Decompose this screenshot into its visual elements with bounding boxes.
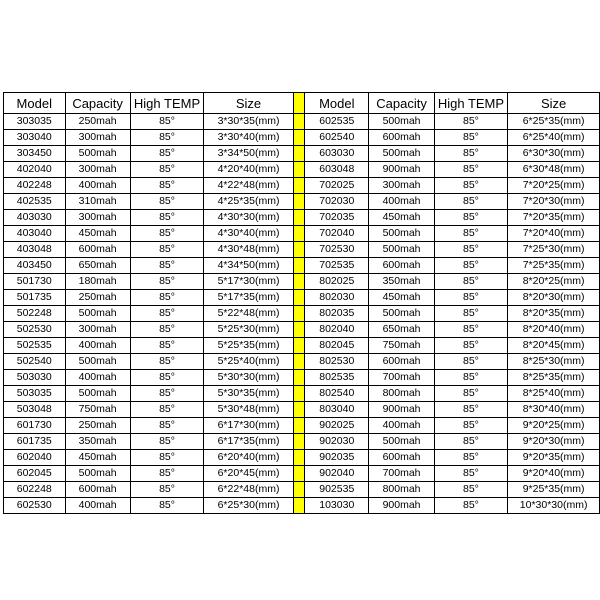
table-row bbox=[4, 226, 600, 242]
cell-model: 702025 bbox=[305, 178, 369, 194]
table-row bbox=[4, 418, 600, 434]
cell-size: 6*20*40(mm) bbox=[204, 450, 293, 466]
cell-high-temp: 85° bbox=[130, 434, 204, 450]
cell-size: 3*34*50(mm) bbox=[204, 146, 293, 162]
cell-high-temp: 85° bbox=[130, 402, 204, 418]
cell-high-temp: 85° bbox=[130, 386, 204, 402]
cell-model: 702535 bbox=[305, 258, 369, 274]
cell-size: 7*20*30(mm) bbox=[508, 194, 600, 210]
table-row bbox=[4, 242, 600, 258]
table-row bbox=[4, 274, 600, 290]
cell-high-temp: 85° bbox=[434, 162, 508, 178]
cell-model: 603030 bbox=[305, 146, 369, 162]
cell-size: 7*20*25(mm) bbox=[508, 178, 600, 194]
cell-model: 902025 bbox=[305, 418, 369, 434]
cell-model: 602045 bbox=[4, 466, 66, 482]
cell-capacity: 600mah bbox=[369, 258, 434, 274]
yellow-divider bbox=[293, 242, 304, 258]
yellow-divider bbox=[293, 258, 304, 274]
cell-model: 902035 bbox=[305, 450, 369, 466]
table-row bbox=[4, 466, 600, 482]
cell-size: 4*30*48(mm) bbox=[204, 242, 293, 258]
cell-capacity: 180mah bbox=[65, 274, 130, 290]
cell-size: 4*25*35(mm) bbox=[204, 194, 293, 210]
cell-size: 6*30*30(mm) bbox=[508, 146, 600, 162]
cell-size: 5*17*30(mm) bbox=[204, 274, 293, 290]
cell-high-temp: 85° bbox=[434, 402, 508, 418]
table-row bbox=[4, 114, 600, 130]
cell-model: 702035 bbox=[305, 210, 369, 226]
cell-size: 6*17*35(mm) bbox=[204, 434, 293, 450]
cell-model: 702030 bbox=[305, 194, 369, 210]
cell-model: 803040 bbox=[305, 402, 369, 418]
cell-capacity: 500mah bbox=[369, 306, 434, 322]
yellow-divider bbox=[293, 226, 304, 242]
cell-capacity: 500mah bbox=[369, 434, 434, 450]
cell-size: 5*30*30(mm) bbox=[204, 370, 293, 386]
yellow-divider bbox=[293, 386, 304, 402]
yellow-divider bbox=[293, 466, 304, 482]
cell-model: 602535 bbox=[305, 114, 369, 130]
header-size: Size bbox=[204, 93, 293, 114]
cell-model: 602248 bbox=[4, 482, 66, 498]
cell-model: 503030 bbox=[4, 370, 66, 386]
cell-high-temp: 85° bbox=[130, 418, 204, 434]
cell-capacity: 400mah bbox=[65, 370, 130, 386]
cell-high-temp: 85° bbox=[434, 450, 508, 466]
cell-capacity: 300mah bbox=[65, 130, 130, 146]
cell-model: 802045 bbox=[305, 338, 369, 354]
yellow-divider bbox=[293, 178, 304, 194]
cell-size: 6*25*30(mm) bbox=[204, 498, 293, 514]
cell-size: 9*20*25(mm) bbox=[508, 418, 600, 434]
cell-capacity: 700mah bbox=[369, 466, 434, 482]
cell-model: 802540 bbox=[305, 386, 369, 402]
cell-high-temp: 85° bbox=[434, 146, 508, 162]
cell-high-temp: 85° bbox=[130, 274, 204, 290]
table-row bbox=[4, 322, 600, 338]
cell-model: 802530 bbox=[305, 354, 369, 370]
cell-size: 8*25*35(mm) bbox=[508, 370, 600, 386]
cell-size: 4*30*30(mm) bbox=[204, 210, 293, 226]
header-model: Model bbox=[305, 93, 369, 114]
cell-capacity: 250mah bbox=[65, 290, 130, 306]
cell-size: 6*25*35(mm) bbox=[508, 114, 600, 130]
cell-size: 8*30*40(mm) bbox=[508, 402, 600, 418]
cell-capacity: 450mah bbox=[65, 226, 130, 242]
cell-size: 7*20*35(mm) bbox=[508, 210, 600, 226]
cell-size: 8*25*30(mm) bbox=[508, 354, 600, 370]
table-row bbox=[4, 130, 600, 146]
yellow-divider bbox=[293, 498, 304, 514]
cell-capacity: 500mah bbox=[65, 306, 130, 322]
table-row bbox=[4, 498, 600, 514]
cell-size: 7*25*30(mm) bbox=[508, 242, 600, 258]
cell-high-temp: 85° bbox=[130, 290, 204, 306]
header-model: Model bbox=[4, 93, 66, 114]
cell-capacity: 400mah bbox=[369, 418, 434, 434]
table-row bbox=[4, 290, 600, 306]
cell-size: 4*22*48(mm) bbox=[204, 178, 293, 194]
cell-capacity: 750mah bbox=[65, 402, 130, 418]
cell-size: 3*30*40(mm) bbox=[204, 130, 293, 146]
cell-size: 5*30*35(mm) bbox=[204, 386, 293, 402]
cell-size: 4*30*40(mm) bbox=[204, 226, 293, 242]
cell-capacity: 800mah bbox=[369, 482, 434, 498]
cell-size: 5*30*48(mm) bbox=[204, 402, 293, 418]
cell-capacity: 900mah bbox=[369, 162, 434, 178]
cell-high-temp: 85° bbox=[434, 226, 508, 242]
yellow-divider bbox=[293, 322, 304, 338]
cell-high-temp: 85° bbox=[130, 322, 204, 338]
cell-model: 502248 bbox=[4, 306, 66, 322]
cell-model: 601735 bbox=[4, 434, 66, 450]
cell-high-temp: 85° bbox=[434, 354, 508, 370]
cell-size: 5*25*30(mm) bbox=[204, 322, 293, 338]
header-size: Size bbox=[508, 93, 600, 114]
cell-capacity: 500mah bbox=[65, 146, 130, 162]
table-row bbox=[4, 386, 600, 402]
yellow-divider bbox=[293, 482, 304, 498]
cell-size: 9*20*30(mm) bbox=[508, 434, 600, 450]
cell-size: 9*25*35(mm) bbox=[508, 482, 600, 498]
cell-high-temp: 85° bbox=[434, 498, 508, 514]
cell-size: 8*20*40(mm) bbox=[508, 322, 600, 338]
header-capacity: Capacity bbox=[369, 93, 434, 114]
cell-capacity: 500mah bbox=[65, 466, 130, 482]
cell-high-temp: 85° bbox=[434, 290, 508, 306]
cell-high-temp: 85° bbox=[434, 386, 508, 402]
table-row bbox=[4, 402, 600, 418]
yellow-divider bbox=[293, 418, 304, 434]
cell-capacity: 600mah bbox=[369, 130, 434, 146]
cell-model: 802025 bbox=[305, 274, 369, 290]
cell-model: 503035 bbox=[4, 386, 66, 402]
yellow-divider bbox=[293, 274, 304, 290]
table-row bbox=[4, 210, 600, 226]
cell-capacity: 350mah bbox=[65, 434, 130, 450]
cell-capacity: 600mah bbox=[65, 482, 130, 498]
cell-model: 503048 bbox=[4, 402, 66, 418]
cell-capacity: 400mah bbox=[369, 194, 434, 210]
cell-capacity: 900mah bbox=[369, 402, 434, 418]
cell-capacity: 500mah bbox=[65, 354, 130, 370]
table-row bbox=[4, 434, 600, 450]
yellow-divider bbox=[293, 162, 304, 178]
cell-high-temp: 85° bbox=[434, 418, 508, 434]
yellow-divider bbox=[293, 434, 304, 450]
cell-size: 8*20*35(mm) bbox=[508, 306, 600, 322]
cell-high-temp: 85° bbox=[130, 130, 204, 146]
cell-capacity: 300mah bbox=[65, 162, 130, 178]
cell-high-temp: 85° bbox=[130, 258, 204, 274]
cell-high-temp: 85° bbox=[130, 370, 204, 386]
cell-size: 4*20*40(mm) bbox=[204, 162, 293, 178]
cell-high-temp: 85° bbox=[130, 482, 204, 498]
cell-high-temp: 85° bbox=[130, 146, 204, 162]
cell-high-temp: 85° bbox=[130, 450, 204, 466]
cell-capacity: 500mah bbox=[369, 146, 434, 162]
cell-capacity: 450mah bbox=[369, 290, 434, 306]
cell-capacity: 500mah bbox=[369, 226, 434, 242]
table-row bbox=[4, 178, 600, 194]
cell-size: 6*17*30(mm) bbox=[204, 418, 293, 434]
cell-capacity: 650mah bbox=[65, 258, 130, 274]
yellow-divider bbox=[293, 130, 304, 146]
cell-model: 603048 bbox=[305, 162, 369, 178]
table-row bbox=[4, 306, 600, 322]
cell-size: 6*22*48(mm) bbox=[204, 482, 293, 498]
table-row bbox=[4, 258, 600, 274]
cell-capacity: 300mah bbox=[65, 210, 130, 226]
yellow-divider bbox=[293, 450, 304, 466]
yellow-divider bbox=[293, 290, 304, 306]
cell-capacity: 600mah bbox=[65, 242, 130, 258]
cell-size: 5*17*35(mm) bbox=[204, 290, 293, 306]
cell-high-temp: 85° bbox=[130, 226, 204, 242]
cell-capacity: 350mah bbox=[369, 274, 434, 290]
cell-model: 502530 bbox=[4, 322, 66, 338]
cell-model: 103030 bbox=[305, 498, 369, 514]
cell-capacity: 450mah bbox=[369, 210, 434, 226]
cell-capacity: 300mah bbox=[65, 322, 130, 338]
cell-size: 5*25*35(mm) bbox=[204, 338, 293, 354]
cell-high-temp: 85° bbox=[434, 178, 508, 194]
cell-capacity: 500mah bbox=[369, 114, 434, 130]
cell-capacity: 250mah bbox=[65, 418, 130, 434]
cell-model: 403450 bbox=[4, 258, 66, 274]
table-row bbox=[4, 482, 600, 498]
table-row bbox=[4, 146, 600, 162]
battery-spec-table bbox=[3, 92, 600, 514]
cell-model: 501730 bbox=[4, 274, 66, 290]
cell-model: 502535 bbox=[4, 338, 66, 354]
cell-size: 7*20*40(mm) bbox=[508, 226, 600, 242]
header-row bbox=[4, 93, 600, 114]
cell-high-temp: 85° bbox=[130, 306, 204, 322]
header-high-temp: High TEMP bbox=[130, 93, 204, 114]
cell-model: 402248 bbox=[4, 178, 66, 194]
cell-high-temp: 85° bbox=[130, 194, 204, 210]
cell-high-temp: 85° bbox=[130, 178, 204, 194]
cell-capacity: 500mah bbox=[65, 386, 130, 402]
yellow-divider bbox=[293, 114, 304, 130]
cell-capacity: 600mah bbox=[369, 354, 434, 370]
cell-model: 403040 bbox=[4, 226, 66, 242]
cell-capacity: 400mah bbox=[65, 498, 130, 514]
cell-high-temp: 85° bbox=[434, 258, 508, 274]
cell-capacity: 800mah bbox=[369, 386, 434, 402]
cell-high-temp: 85° bbox=[434, 466, 508, 482]
cell-high-temp: 85° bbox=[434, 482, 508, 498]
cell-high-temp: 85° bbox=[434, 242, 508, 258]
cell-model: 602540 bbox=[305, 130, 369, 146]
table-row bbox=[4, 162, 600, 178]
cell-size: 9*20*40(mm) bbox=[508, 466, 600, 482]
cell-size: 6*20*45(mm) bbox=[204, 466, 293, 482]
cell-size: 8*20*45(mm) bbox=[508, 338, 600, 354]
cell-size: 4*34*50(mm) bbox=[204, 258, 293, 274]
cell-high-temp: 85° bbox=[434, 370, 508, 386]
cell-high-temp: 85° bbox=[434, 434, 508, 450]
cell-capacity: 700mah bbox=[369, 370, 434, 386]
table-row bbox=[4, 354, 600, 370]
cell-capacity: 500mah bbox=[369, 242, 434, 258]
cell-high-temp: 85° bbox=[434, 210, 508, 226]
cell-model: 402040 bbox=[4, 162, 66, 178]
cell-high-temp: 85° bbox=[130, 354, 204, 370]
cell-high-temp: 85° bbox=[434, 194, 508, 210]
yellow-divider bbox=[293, 306, 304, 322]
cell-high-temp: 85° bbox=[434, 322, 508, 338]
cell-model: 902030 bbox=[305, 434, 369, 450]
cell-model: 902040 bbox=[305, 466, 369, 482]
yellow-divider bbox=[293, 146, 304, 162]
table-row bbox=[4, 338, 600, 354]
cell-high-temp: 85° bbox=[130, 210, 204, 226]
cell-high-temp: 85° bbox=[434, 130, 508, 146]
cell-model: 802035 bbox=[305, 306, 369, 322]
cell-capacity: 400mah bbox=[65, 338, 130, 354]
cell-model: 702530 bbox=[305, 242, 369, 258]
cell-model: 802030 bbox=[305, 290, 369, 306]
cell-capacity: 310mah bbox=[65, 194, 130, 210]
cell-high-temp: 85° bbox=[130, 162, 204, 178]
cell-model: 403048 bbox=[4, 242, 66, 258]
yellow-divider bbox=[293, 194, 304, 210]
cell-high-temp: 85° bbox=[130, 242, 204, 258]
cell-capacity: 400mah bbox=[65, 178, 130, 194]
cell-model: 403030 bbox=[4, 210, 66, 226]
cell-capacity: 900mah bbox=[369, 498, 434, 514]
cell-high-temp: 85° bbox=[434, 114, 508, 130]
yellow-divider bbox=[293, 338, 304, 354]
table-row bbox=[4, 194, 600, 210]
cell-size: 6*25*40(mm) bbox=[508, 130, 600, 146]
cell-model: 902535 bbox=[305, 482, 369, 498]
cell-size: 9*20*35(mm) bbox=[508, 450, 600, 466]
cell-high-temp: 85° bbox=[434, 338, 508, 354]
cell-model: 602530 bbox=[4, 498, 66, 514]
cell-capacity: 750mah bbox=[369, 338, 434, 354]
cell-model: 702040 bbox=[305, 226, 369, 242]
cell-model: 303040 bbox=[4, 130, 66, 146]
cell-capacity: 450mah bbox=[65, 450, 130, 466]
table-row bbox=[4, 370, 600, 386]
cell-capacity: 600mah bbox=[369, 450, 434, 466]
cell-high-temp: 85° bbox=[434, 306, 508, 322]
cell-size: 8*20*25(mm) bbox=[508, 274, 600, 290]
cell-model: 601730 bbox=[4, 418, 66, 434]
cell-size: 5*25*40(mm) bbox=[204, 354, 293, 370]
cell-high-temp: 85° bbox=[130, 114, 204, 130]
table-body bbox=[4, 114, 600, 514]
cell-model: 501735 bbox=[4, 290, 66, 306]
cell-size: 3*30*35(mm) bbox=[204, 114, 293, 130]
cell-size: 8*20*30(mm) bbox=[508, 290, 600, 306]
cell-model: 402535 bbox=[4, 194, 66, 210]
cell-model: 303450 bbox=[4, 146, 66, 162]
table-row bbox=[4, 450, 600, 466]
cell-model: 802040 bbox=[305, 322, 369, 338]
cell-model: 502540 bbox=[4, 354, 66, 370]
cell-size: 7*25*35(mm) bbox=[508, 258, 600, 274]
cell-size: 10*30*30(mm) bbox=[508, 498, 600, 514]
yellow-divider bbox=[293, 370, 304, 386]
yellow-divider bbox=[293, 210, 304, 226]
cell-size: 5*22*48(mm) bbox=[204, 306, 293, 322]
yellow-divider bbox=[293, 93, 304, 114]
cell-model: 303035 bbox=[4, 114, 66, 130]
cell-high-temp: 85° bbox=[130, 498, 204, 514]
cell-model: 802535 bbox=[305, 370, 369, 386]
cell-size: 8*25*40(mm) bbox=[508, 386, 600, 402]
cell-capacity: 300mah bbox=[369, 178, 434, 194]
cell-high-temp: 85° bbox=[130, 338, 204, 354]
cell-capacity: 650mah bbox=[369, 322, 434, 338]
cell-capacity: 250mah bbox=[65, 114, 130, 130]
cell-high-temp: 85° bbox=[130, 466, 204, 482]
header-capacity: Capacity bbox=[65, 93, 130, 114]
header-high-temp: High TEMP bbox=[434, 93, 508, 114]
cell-model: 602040 bbox=[4, 450, 66, 466]
yellow-divider bbox=[293, 354, 304, 370]
cell-high-temp: 85° bbox=[434, 274, 508, 290]
cell-size: 6*30*48(mm) bbox=[508, 162, 600, 178]
yellow-divider bbox=[293, 402, 304, 418]
